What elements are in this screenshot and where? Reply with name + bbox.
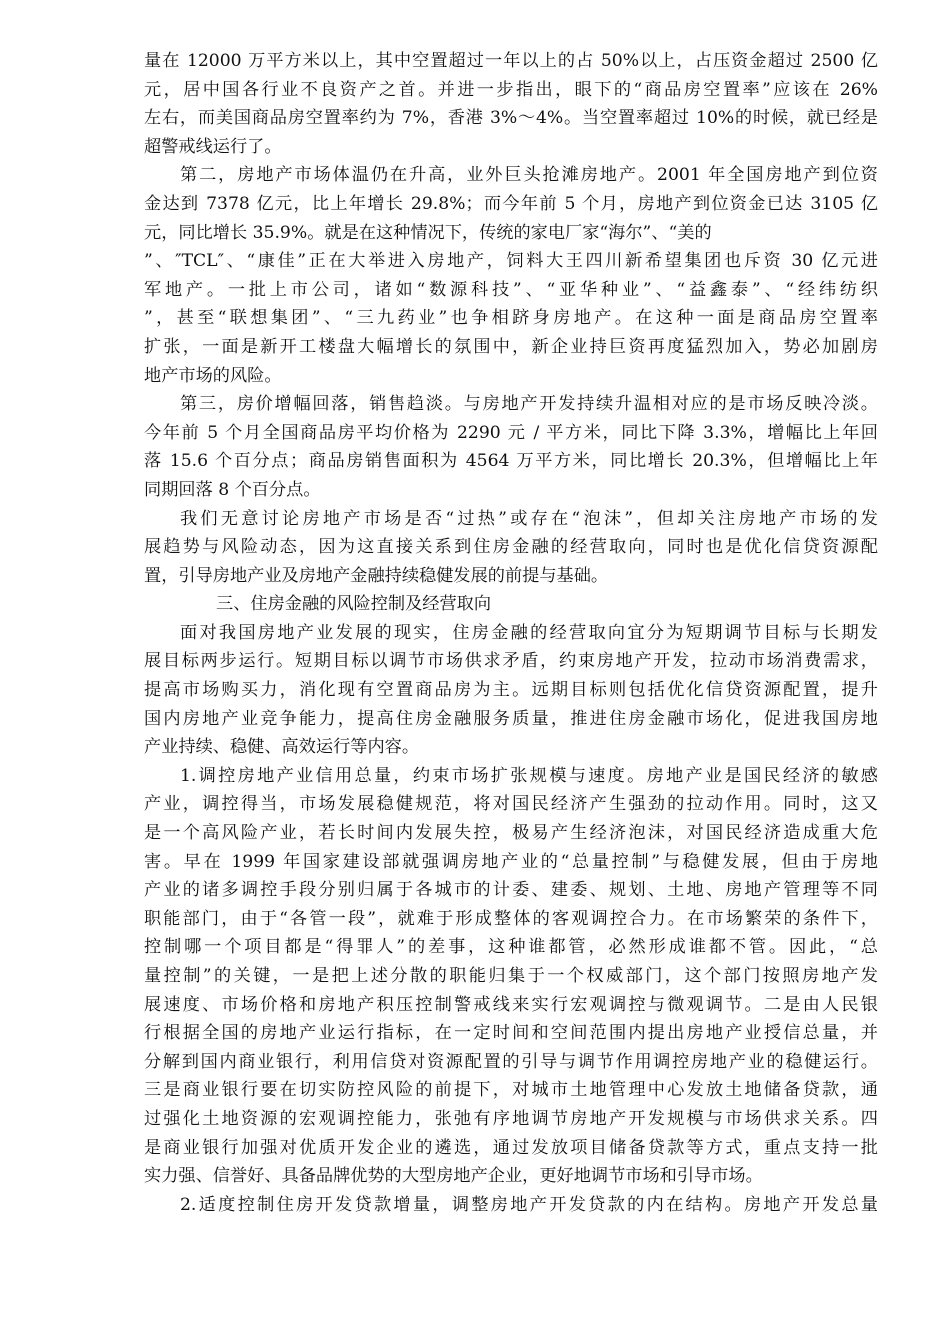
text-line: 展速度、市场价格和房地产积压控制警戒线来实行宏观调控与微观调节。二是由人民银 bbox=[144, 994, 878, 1015]
text-line: ”，甚至“联想集团”、“三九药业”也争相跻身房地产。在这种一面是商品房空置率 bbox=[144, 308, 878, 329]
section-heading: 三、住房金融的风险控制及经营取向 bbox=[216, 594, 492, 615]
text-line: 地产市场的风险。 bbox=[144, 365, 282, 386]
text-line: 国内房地产业竞争能力，提高住房金融服务质量，推进住房金融市场化，促进我国房地 bbox=[144, 708, 878, 729]
text-line: 展趋势与风险动态，因为这直接关系到住房金融的经营取向，同时也是优化信贷资源配 bbox=[144, 537, 878, 558]
text-line: 左右，而美国商品房空置率约为 7%，香港 3%～4%。当空置率超过 10%的时候，就已经是 bbox=[144, 108, 878, 129]
text-line: 控制哪一个项目都是“得罪人”的差事，这种谁都管，必然形成谁都不管。因此，“总 bbox=[144, 937, 878, 958]
text-line: 过强化土地资源的宏观调控能力，张弛有序地调节房地产开发规模与市场供求关系。四 bbox=[144, 1108, 878, 1129]
document-page bbox=[144, 47, 878, 1219]
text-line: 扩张，一面是新开工楼盘大幅增长的氛围中，新企业持巨资再度猛烈加入，势必加剧房 bbox=[144, 336, 878, 357]
text-line: 超警戒线运行了。 bbox=[144, 136, 282, 157]
text-line: 职能部门，由于“各管一段”，就难于形成整体的客观调控合力。在市场繁荣的条件下， bbox=[144, 908, 878, 929]
text-line: 量控制”的关键，一是把上述分散的职能归集于一个权威部门，这个部门按照房地产发 bbox=[144, 966, 878, 986]
text-line: 同期回落 8 个百分点。 bbox=[144, 479, 321, 500]
text-line: ”、″TCL″、“康佳”正在大举进入房地产，饲料大王四川新希望集团也斥资 30 亿元进 bbox=[144, 251, 878, 272]
text-line: 军地产。一批上市公司，诸如“数源科技”、“亚华种业”、“益鑫泰”、“经纬纺织 bbox=[144, 279, 878, 300]
text-line: 元，居中国各行业不良资产之首。并进一步指出，眼下的“商品房空置率”应该在 26% bbox=[144, 79, 878, 100]
text-line: 1.调控房地产业信用总量，约束市场扩张规模与速度。房地产业是国民经济的敏感 bbox=[180, 765, 878, 786]
text-line: 是一个高风险产业，若长时间内发展失控，极易产生经济泡沫，对国民经济造成重大危 bbox=[144, 823, 878, 844]
text-line: 金达到 7378 亿元，比上年增长 29.8%；而今年前 5 个月，房地产到位资金已达 3105 亿 bbox=[144, 193, 878, 214]
text-line: 提高市场购买力，消化现有空置商品房为主。远期目标则包括优化信贷资源配置，提升 bbox=[144, 680, 878, 701]
text-line: 实力强、信誉好、具备品牌优势的大型房地产企业，更好地调节市场和引导市场。 bbox=[144, 1166, 763, 1187]
text-line: 置，引导房地产业及房地产金融持续稳健发展的前提与基础。 bbox=[144, 565, 609, 586]
text-line: 我们无意讨论房地产市场是否“过热”或存在“泡沫”，但却关注房地产市场的发 bbox=[180, 508, 878, 529]
text-line: 害。早在 1999 年国家建设部就强调房地产业的“总量控制”与稳健发展，但由于房地 bbox=[144, 851, 878, 872]
text-line: 第三，房价增幅回落，销售趋淡。与房地产开发持续升温相对应的是市场反映冷淡。 bbox=[180, 394, 878, 415]
text-line: 分解到国内商业银行，利用信贷对资源配置的引导与调节作用调控房地产业的稳健运行。 bbox=[144, 1051, 878, 1072]
text-line: 落 15.6 个百分点；商品房销售面积为 4564 万平方米，同比增长 20.3%，但增幅比上年 bbox=[144, 451, 878, 472]
text-line: 今年前 5 个月全国商品房平均价格为 2290 元 / 平方米，同比下降 3.3%，增幅比上年回 bbox=[144, 422, 878, 443]
text-line: 面对我国房地产业发展的现实，住房金融的经营取向宜分为短期调节目标与长期发 bbox=[180, 622, 878, 643]
text-line: 展目标两步运行。短期目标以调节市场供求矛盾，约束房地产开发，拉动市场消费需求， bbox=[144, 651, 878, 672]
text-line: 2.适度控制住房开发贷款增量，调整房地产开发贷款的内在结构。房地产开发总量 bbox=[180, 1194, 878, 1215]
text-line: 是商业银行加强对优质开发企业的遴选，通过发放项目储备贷款等方式，重点支持一批 bbox=[144, 1137, 878, 1158]
text-line: 产业的诸多调控手段分别归属于各城市的计委、建委、规划、土地、房地产管理等不同 bbox=[144, 880, 878, 901]
text-line: 三是商业银行要在切实防控风险的前提下，对城市土地管理中心发放土地储备贷款，通 bbox=[144, 1080, 878, 1101]
text-line: 第二，房地产市场体温仍在升高，业外巨头抢滩房地产。2001 年全国房地产到位资 bbox=[180, 165, 878, 186]
text-line: 元，同比增长 35.9%。就是在这种情况下，传统的家电厂家“海尔”、“美的 bbox=[144, 222, 712, 243]
text-line: 行根据全国的房地产业运行指标，在一定时间和空间范围内提出房地产业授信总量，并 bbox=[144, 1023, 878, 1044]
text-line: 产业持续、稳健、高效运行等内容。 bbox=[144, 737, 420, 758]
text-line: 产业，调控得当，市场发展稳健规范，将对国民经济产生强劲的拉动作用。同时，这又 bbox=[144, 794, 878, 815]
text-line: 量在 12000 万平方米以上，其中空置超过一年以上的占 50%以上，占压资金超过 2500 亿 bbox=[144, 51, 878, 71]
